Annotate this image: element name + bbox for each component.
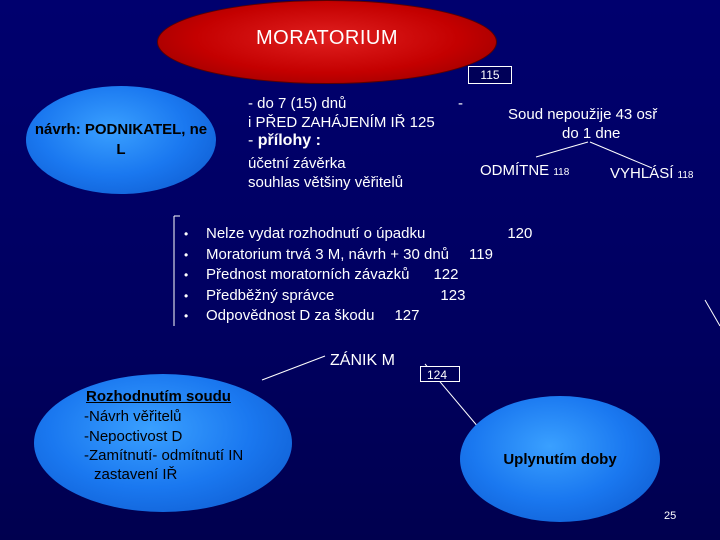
reject-ref: 118 <box>553 167 570 178</box>
bullet-icon: • <box>184 288 189 303</box>
section-tag-115: 115 <box>468 66 512 84</box>
court-reject <box>480 162 569 182</box>
requirement-financial-statement: účetní závěrka <box>248 155 346 172</box>
effect-text: Předběžný správce <box>206 286 335 304</box>
bullet-icon: • <box>184 268 189 282</box>
moratorium-title-ellipse <box>157 0 497 84</box>
time-expiry-text: Uplynutím doby <box>503 450 617 468</box>
court-rule-line2: do 1 dne <box>562 125 621 142</box>
effect-item <box>184 306 532 327</box>
declare-ref: 118 <box>677 170 694 181</box>
effect-item <box>184 224 532 245</box>
termination-title: ZÁNIK M <box>330 352 395 369</box>
requirement-before-proceedings: i PŘED ZAHÁJENÍM IŘ 125 <box>248 114 435 131</box>
effect-item <box>184 286 532 307</box>
court-decision-item: -Zamítnutí- odmítnutí IN <box>84 447 244 464</box>
court-decision-item: -Návrh věřitelů <box>84 408 182 425</box>
court-rule-line1: Soud nepoužije 43 osř <box>508 106 658 123</box>
effect-text: Nelze vydat rozhodnutí o úpadku <box>206 225 426 242</box>
attachments-label: přílohy : <box>257 132 321 149</box>
court-declare <box>610 165 694 185</box>
declare-label: VYHLÁSÍ <box>610 165 674 182</box>
proposal-text: návrh: PODNIKATEL, ne L <box>34 121 208 158</box>
requirement-deadline: - do 7 (15) dnů <box>248 95 347 112</box>
effect-item <box>184 265 532 286</box>
effect-ref: 127 <box>394 307 420 324</box>
bullet-icon: • <box>184 227 189 241</box>
bullet-icon: • <box>184 309 189 323</box>
court-decision-item: -Nepoctivost D <box>84 428 183 445</box>
effects-list <box>184 224 532 327</box>
section-tag-124: 124 <box>420 366 460 382</box>
time-expiry-ellipse <box>460 396 660 522</box>
effect-item <box>184 245 532 266</box>
attachments-prefix: - <box>248 132 258 149</box>
reject-label: ODMÍTNE <box>480 162 550 179</box>
page-number: 25 <box>664 510 677 522</box>
court-decision-ellipse <box>34 374 292 512</box>
edge-line-right <box>705 300 720 326</box>
effect-ref: 119 <box>469 245 493 263</box>
requirement-dash: - <box>458 95 463 112</box>
effect-text: Přednost moratorních závazků <box>206 266 410 283</box>
bullet-icon: • <box>184 247 189 262</box>
court-decision-title: Rozhodnutím soudu <box>86 388 231 405</box>
effect-text: Moratorium trvá 3 M, návrh + 30 dnů <box>206 245 450 263</box>
requirement-creditor-consent: souhlas většiny věřitelů <box>248 174 404 191</box>
moratorium-title: MORATORIUM <box>255 26 399 49</box>
effect-text: Odpovědnost D za škodu <box>206 307 375 324</box>
effect-ref: 123 <box>440 286 466 304</box>
requirement-attachments <box>248 132 321 150</box>
effect-ref: 122 <box>433 266 459 283</box>
court-decision-item: zastavení IŘ <box>94 466 178 483</box>
effect-ref: 120 <box>507 225 533 242</box>
connector-to-reject <box>536 142 588 157</box>
connector-to-court-decision <box>262 356 325 380</box>
proposal-ellipse <box>26 86 216 194</box>
